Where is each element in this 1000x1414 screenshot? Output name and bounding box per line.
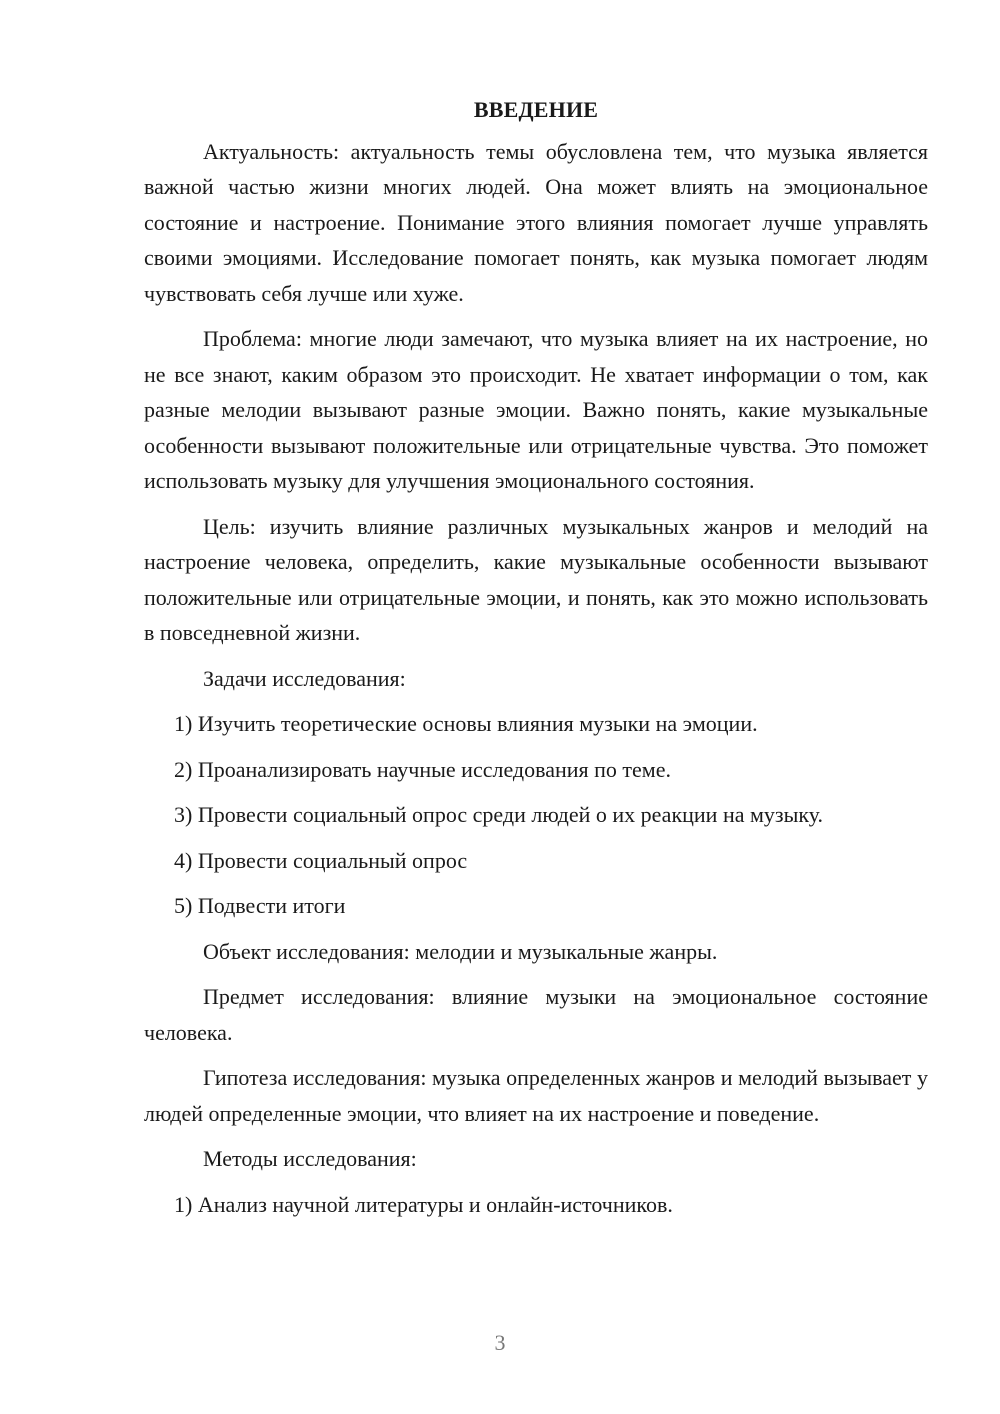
list-item: 5) Подвести итоги — [174, 893, 346, 918]
paragraph-relevance: Актуальность: актуальность темы обусловлена тем, что музыка является важной частью жизни многих людей. Она может влиять на эмоциональное состояние и настроение. Понимание этого влияния помогает лучше управлять своими эмоциями. Исследование помогает понять, как музыка помогает людям чувствовать себя лучше или хуже. — [144, 138, 928, 306]
paragraph-goal: Цель: изучить влияние различных музыкальных жанров и мелодий на настроение человека, определить, какие музыкальные особенности вызывают положительные или отрицательные эмоции, и понять, как это можно использовать в повседневной жизни. — [144, 513, 928, 645]
list-item: 3) Провести социальный опрос среди людей о их реакции на музыку. — [174, 802, 824, 827]
paragraph-hypothesis: Гипотеза исследования: музыка определенных жанров и мелодий вызывает у людей определенные эмоции, что влияет на их настроение и поведение. — [144, 1065, 928, 1126]
paragraph-problem: Проблема: многие люди замечают, что музыка влияет на их настроение, но не все знают, каким образом это происходит. Не хватает информации о том, как разные мелодии вызывают разные эмоции. Важно понять, какие музыкальные особенности вызывают положительные или отрицательные чувства. Это поможет использовать музыку для улучшения эмоционального состояния. — [144, 326, 928, 493]
methods-list — [144, 1187, 928, 1223]
methods-heading: Методы исследования: — [203, 1146, 417, 1171]
paragraph-subject: Предмет исследования: влияние музыки на эмоциональное состояние человека. — [144, 984, 928, 1045]
page-number: 3 — [494, 1330, 506, 1355]
document-page — [144, 92, 928, 1232]
tasks-heading: Задачи исследования: — [203, 665, 406, 691]
tasks-list — [144, 706, 928, 924]
list-item: 2) Проанализировать научные исследования по теме. — [174, 756, 671, 782]
list-item: 4) Провести социальный опрос — [174, 847, 468, 873]
paragraph-object: Объект исследования: мелодии и музыкальные жанры. — [203, 938, 718, 964]
section-title: ВВЕДЕНИЕ — [473, 97, 599, 122]
list-item: 1) Изучить теоретические основы влияния музыки на эмоции. — [174, 711, 758, 736]
list-item: 1) Анализ научной литературы и онлайн-источников. — [174, 1191, 673, 1217]
